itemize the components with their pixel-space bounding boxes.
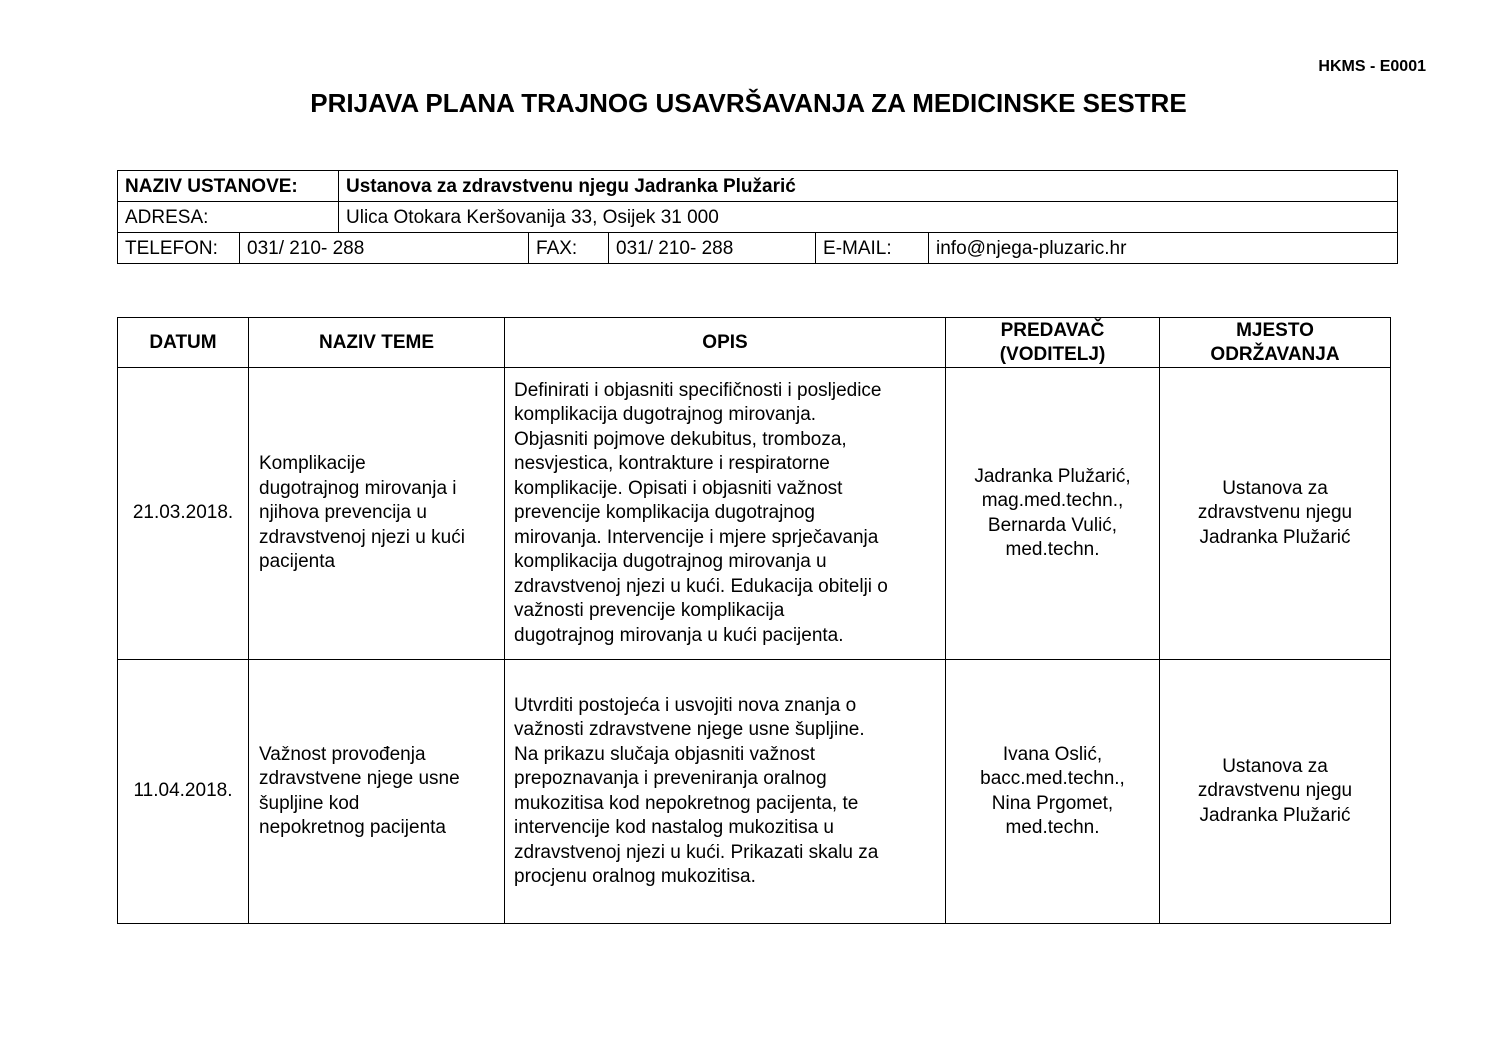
address-value: Ulica Otokara Keršovanija 33, Osijek 31 000 — [339, 202, 1398, 233]
header-lecturer: PREDAVAČ (VODITELJ) — [946, 318, 1160, 368]
institution-name-value: Ustanova za zdravstvenu njegu Jadranka Plužarić — [339, 171, 1398, 202]
phone-value: 031/ 210- 288 — [240, 233, 529, 264]
header-topic: NAZIV TEME — [249, 318, 505, 368]
email-label: E-MAIL: — [816, 233, 929, 264]
header-place: MJESTO ODRŽAVANJA — [1160, 318, 1391, 368]
header-date: DATUM — [118, 318, 249, 368]
row-topic: Komplikacije dugotrajnog mirovanja i njihova prevencija u zdravstvenoj njezi u kući pacijenta — [249, 368, 505, 660]
table-row — [118, 660, 1391, 924]
row-place: Ustanova za zdravstvenu njegu Jadranka Plužarić — [1160, 660, 1391, 924]
row-place: Ustanova za zdravstvenu njegu Jadranka Plužarić — [1160, 368, 1391, 660]
institution-info-table — [117, 170, 1398, 264]
address-label: ADRESA: — [118, 202, 339, 233]
page-title: PRIJAVA PLANA TRAJNOG USAVRŠAVANJA ZA MEDICINSKE SESTRE — [310, 88, 1187, 118]
phone-label: TELEFON: — [118, 233, 240, 264]
header-description: OPIS — [505, 318, 946, 368]
training-plan-table — [117, 317, 1391, 924]
row-date: 21.03.2018. — [118, 368, 249, 660]
row-description: Definirati i objasniti specifičnosti i posljedice komplikacija dugotrajnog mirovanja. Objasniti pojmove dekubitus, tromboza, nesvjestica, kontrakture i respiratorne komplikacije. Opisati i objasniti važnost prevencije komplikacija dugotrajnog mirovanja. Intervencije i mjere sprječavanja komplikacija dugotrajnog mirovanja u zdravstvenoj njezi u kući. Edukacija obitelji o važnosti prevencije komplikacija dugotrajnog mirovanja u kući pacijenta. — [505, 368, 946, 660]
row-lecturer: Ivana Oslić, bacc.med.techn., Nina Prgomet, med.techn. — [946, 660, 1160, 924]
row-description: Utvrditi postojeća i usvojiti nova znanja o važnosti zdravstvene njege usne šupljine. Na prikazu slučaja objasniti važnost prepoznavanja i preveniranja oralnog mukozitisa kod nepokretnog pacijenta, te intervencije kod nastalog mukozitisa u zdravstvenoj njezi u kući. Prikazati skalu za procjenu oralnog mukozitisa. — [505, 660, 946, 924]
fax-value: 031/ 210- 288 — [609, 233, 816, 264]
institution-name-label: NAZIV USTANOVE: — [118, 171, 339, 202]
email-value: info@njega-pluzaric.hr — [929, 233, 1398, 264]
row-date: 11.04.2018. — [118, 660, 249, 924]
document-code: HKMS - E0001 — [1318, 58, 1426, 75]
row-lecturer: Jadranka Plužarić, mag.med.techn., Bernarda Vulić, med.techn. — [946, 368, 1160, 660]
row-topic: Važnost provođenja zdravstvene njege usne šupljine kod nepokretnog pacijenta — [249, 660, 505, 924]
table-row — [118, 368, 1391, 660]
fax-label: FAX: — [529, 233, 609, 264]
